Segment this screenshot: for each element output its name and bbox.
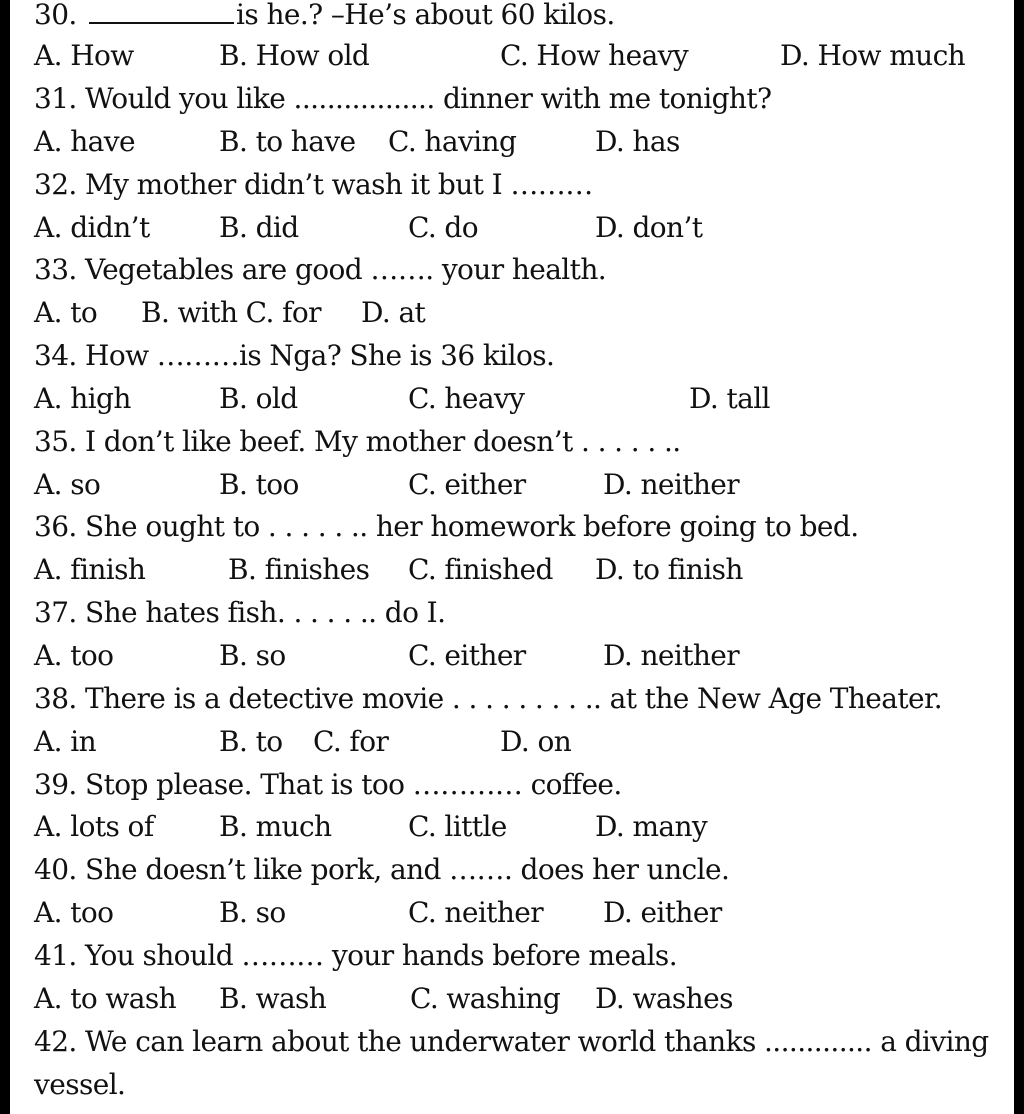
option-b: B. so [219,639,286,672]
question-41: 41. You should ……… your hands before meals. [34,939,678,972]
option-a: A. too [34,639,114,672]
option-a: A. lots of [34,810,154,843]
option-a: A. finish [34,553,146,586]
answer-blank [89,2,234,24]
option-d: D. on [500,725,572,758]
option-a: A. too [34,896,114,929]
option-a: A. didn’t [34,211,150,244]
option-c: C. little [408,810,507,843]
option-c: C. either [408,468,526,501]
option-b: B. finishes [228,553,370,586]
question-34: 34. How ………is Nga? She is 36 kilos. [34,339,555,372]
option-b: B. old [219,382,298,415]
option-a: A. How [34,39,134,72]
option-a: A. have [34,125,135,158]
question-36: 36. She ought to . . . . . .. her homework before going to bed. [34,510,859,543]
option-b: B. wash [219,982,327,1015]
option-c: C. do [408,211,479,244]
question-text: is he.? –He’s about 60 kilos. [236,0,615,31]
option-c: C. having [388,125,517,158]
option-d: D. neither [603,468,740,501]
option-a: A. in [34,725,97,758]
question-35: 35. I don’t like beef. My mother doesn’t . . . . . .. [34,425,681,458]
option-c: C. either [408,639,526,672]
option-b: B. with C. for [141,296,321,329]
option-d: D. at [361,296,426,329]
option-b: B. How old [219,39,370,72]
option-d: D. How much [780,39,966,72]
option-d: D. many [595,810,708,843]
question-31: 31. Would you like ................. dinner with me tonight? [34,82,772,115]
question-42: 42. We can learn about the underwater world thanks ............. a diving [34,1025,989,1058]
option-d: D. either [603,896,722,929]
option-d: D. tall [689,382,770,415]
option-c: C. neither [408,896,544,929]
option-b: B. too [219,468,299,501]
option-c: C. heavy [408,382,525,415]
question-38: 38. There is a detective movie . . . . . . . . .. at the New Age Theater. [34,682,942,715]
question-number: 30. [34,0,77,31]
question-33: 33. Vegetables are good ……. your health. [34,253,607,286]
option-b: B. did [219,211,299,244]
question-40: 40. She doesn’t like pork, and ……. does her uncle. [34,853,730,886]
option-b: B. to [219,725,283,758]
question-30 [34,0,615,36]
option-a: A. so [34,468,101,501]
option-d: D. don’t [595,211,703,244]
option-b: B. much [219,810,332,843]
question-42-continuation: vessel. [34,1068,126,1101]
question-39: 39. Stop please. That is too ………… coffee. [34,768,622,801]
option-c: C. finished [408,553,553,586]
option-c: C. washing [410,982,561,1015]
option-a: A. to [34,296,98,329]
option-b: B. to have [219,125,356,158]
option-d: D. neither [603,639,740,672]
question-37: 37. She hates fish. . . . . .. do I. [34,596,446,629]
question-32: 32. My mother didn’t wash it but I ……… [34,168,593,201]
option-c: C. How heavy [500,39,689,72]
option-d: D. to finish [595,553,743,586]
option-a: A. high [34,382,131,415]
worksheet-page [10,0,1014,1114]
option-a: A. to wash [34,982,177,1015]
option-c: C. for [313,725,389,758]
option-b: B. so [219,896,286,929]
option-d: D. washes [595,982,733,1015]
option-d: D. has [595,125,680,158]
